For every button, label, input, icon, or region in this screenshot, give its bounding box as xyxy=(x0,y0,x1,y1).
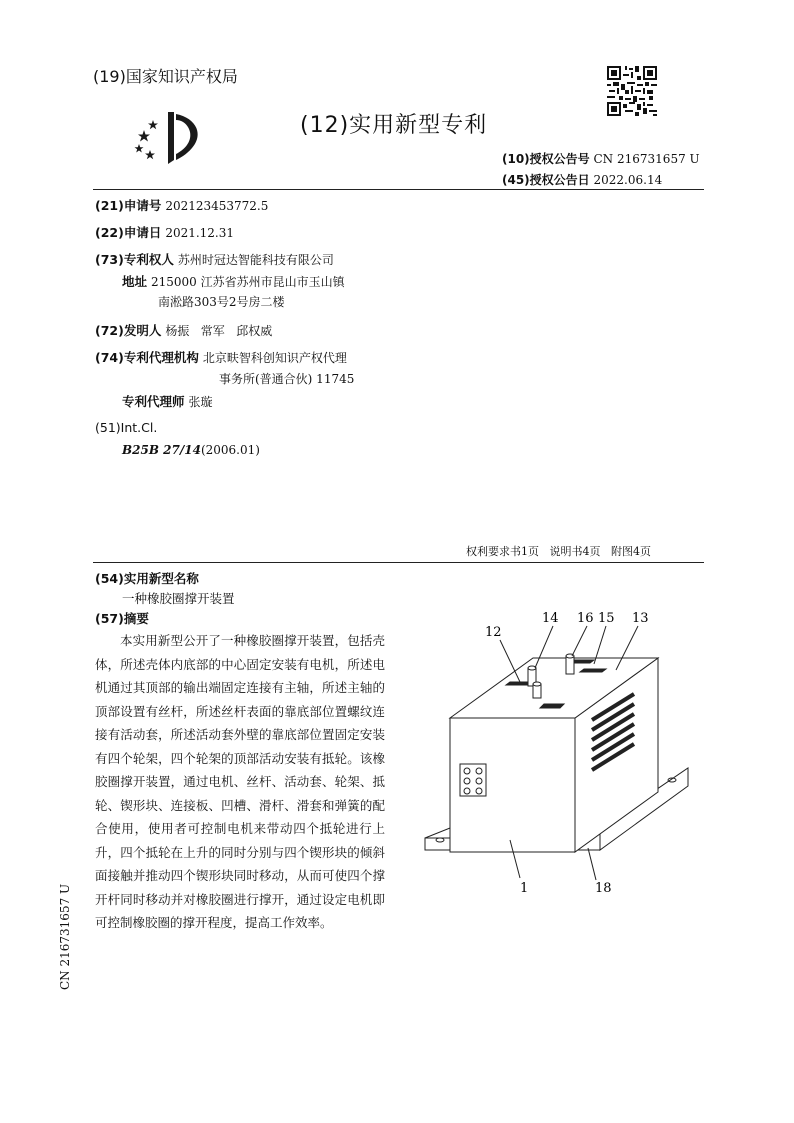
device-drawing xyxy=(420,600,690,900)
patent-agency-line-2: 事务所(普通合伙) 11745 xyxy=(219,372,355,386)
section-divider xyxy=(93,562,704,563)
inventors-label: (72)发明人 xyxy=(95,323,162,338)
application-number-value: 202123453772.5 xyxy=(165,199,269,213)
qr-code-icon xyxy=(607,66,657,116)
ipc-label xyxy=(95,420,157,435)
application-date xyxy=(95,223,234,241)
header-divider xyxy=(93,189,704,190)
abstract-label xyxy=(95,609,149,627)
publication-date xyxy=(502,171,662,188)
address-line-1: 215000 江苏省苏州市昆山市玉山镇 xyxy=(151,275,345,289)
patent-agent-value: 张璇 xyxy=(188,395,213,409)
document-type: (12)实用新型专利 xyxy=(300,113,488,138)
patent-agency-line-1: 北京畉智科创知识产权代理 xyxy=(202,351,347,365)
ipc-classification xyxy=(122,442,260,457)
figure-label-15: 15 xyxy=(598,611,615,626)
application-number-label: (21)申请号 xyxy=(95,198,162,213)
abstract-text: 本实用新型公开了一种橡胶圈撑开装置，包括壳体，所述壳体内底部的中心固定安装有电机，所述电机通过其顶部的输出端固定连接有主轴，所述主轴的顶部设置有丝杆，所述丝杆表面的靠底部位置螺纹连接有活动套，所述活动套外壁的靠底部位置固定安装有四个轮架，四个轮架的顶部活动安装有抵轮。该橡胶圈撑开装置，通过电机、丝杆、活动套、轮架、抵轮、锲形块、连接板、凹槽、滑杆、滑套和弹簧的配合使用，使用者可控制电机来带动四个抵轮进行上升，四个抵轮在上升的同时分别与四个锲形块的倾斜面接触并推动四个锲形块同时移动，从而可使四个撑开杆同时移动并对橡胶圈进行撑开，通过设定电机即可控制橡胶圈的撑开程度，提高工作效率。 xyxy=(95,633,385,930)
publication-date-label: (45)授权公告日 xyxy=(502,173,590,187)
inventors-value: 杨振 常军 邱权威 xyxy=(165,324,273,338)
ipc-label-text: (51)Int.Cl. xyxy=(95,420,158,435)
application-number xyxy=(95,196,268,214)
publication-number-label: (10)授权公告号 xyxy=(502,152,590,166)
side-publication-number: CN 216731657 U xyxy=(58,883,72,990)
patentee-value: 苏州时冠达智能科技有限公司 xyxy=(177,253,334,267)
patent-agency xyxy=(95,348,347,366)
patent-agency-label: (74)专利代理机构 xyxy=(95,350,199,365)
publication-number xyxy=(502,150,700,167)
title-label xyxy=(95,569,199,587)
patentee xyxy=(95,250,334,268)
figure-label-12: 12 xyxy=(485,625,502,640)
patent-office-logo-icon xyxy=(130,108,210,170)
title-label-text: (54)实用新型名称 xyxy=(95,571,199,586)
abstract-label-text: (57)摘要 xyxy=(95,611,149,626)
patent-agent-label: 专利代理师 xyxy=(122,394,185,409)
page-counts: 权利要求书1页 说明书4页 附图4页 xyxy=(466,545,651,558)
application-date-value: 2021.12.31 xyxy=(165,226,235,240)
address xyxy=(122,272,345,290)
ipc-code: B25B 27/14 xyxy=(122,443,201,457)
address-label: 地址 xyxy=(122,274,148,289)
figure-label-16: 16 xyxy=(577,611,594,626)
patent-agent xyxy=(122,392,213,410)
figure-label-1: 1 xyxy=(520,881,529,896)
inventors xyxy=(95,321,272,339)
figure-label-18: 18 xyxy=(595,881,612,896)
utility-model-title: 一种橡胶圈撑开装置 xyxy=(122,591,235,606)
ipc-version: (2006.01) xyxy=(200,443,260,457)
figure-label-13: 13 xyxy=(632,611,649,626)
figure-label-14: 14 xyxy=(542,611,559,626)
patentee-label: (73)专利权人 xyxy=(95,252,174,267)
address-line-2: 南淞路303号2号房二楼 xyxy=(158,295,285,309)
application-date-label: (22)申请日 xyxy=(95,225,162,240)
office-name: (19)国家知识产权局 xyxy=(93,67,238,86)
publication-date-value: 2022.06.14 xyxy=(593,173,663,187)
publication-number-value: CN 216731657 U xyxy=(593,152,700,166)
